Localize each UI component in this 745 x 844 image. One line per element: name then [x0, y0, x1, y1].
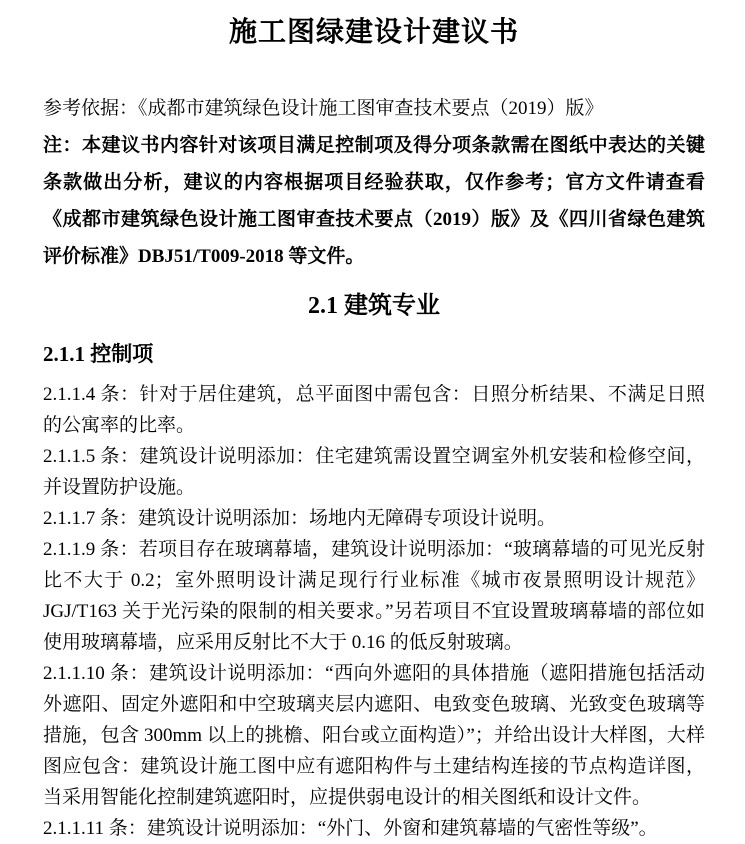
clause-2-1-1-9: 2.1.1.9 条：若项目存在玻璃幕墙，建筑设计说明添加：“玻璃幕墙的可见光反射比不大于 0.2；室外照明设计满足现行行业标准《城市夜景照明设计规范》JGJ/T163 关于光污染的限制的相关要求。”另若项目不宜设置玻璃幕墙的部位如使用玻璃幕墙，应采用反射比不大于 0.16 的低反射玻璃。: [43, 539, 705, 653]
reference-line: 参考依据：《成都市建筑绿色设计施工图审查技术要点（2019）版》: [43, 98, 604, 119]
clause-2-1-1-10: 2.1.1.10 条：建筑设计说明添加：“西向外遮阳的具体措施（遮阳措施包括活动外遮阳、固定外遮阳和中空玻璃夹层内遮阳、电致变色玻璃、光致变色玻璃等措施，包含 300mm 以上的挑檐、阳台或立面构造）”；并给出设计大样图，大样图应包含：建筑设计施工图中应有遮阳构件与土建结构连接的节点构造详图，当采用智能化控制建筑遮阳时，应提供弱电设计的相关图纸和设计文件。: [43, 663, 705, 808]
clause-2-1-1-7: 2.1.1.7 条：建筑设计说明添加：场地内无障碍专项设计说明。: [43, 508, 557, 529]
clause-2-1-1-5: 2.1.1.5 条：建筑设计说明添加：住宅建筑需设置空调室外机安装和检修空间，并设置防护设施。: [43, 446, 705, 498]
note-paragraph: 注：本建议书内容针对该项目满足控制项及得分项条款需在图纸中表达的关键条款做出分析，建议的内容根据项目经验获取，仅作参考；官方文件请查看《成都市建筑绿色设计施工图审查技术要点（2019）版》及《四川省绿色建筑评价标准》DBJ51/T009-2018 等文件。: [43, 135, 705, 267]
section-heading: 2.1 建筑专业: [308, 293, 440, 319]
subsection-heading: 2.1.1 控制项: [43, 342, 154, 366]
clause-2-1-1-11: 2.1.1.11 条：建筑设计说明添加：“外门、外窗和建筑幕墙的气密性等级”。: [43, 818, 658, 839]
clause-list: [43, 379, 705, 844]
document-title: 施工图绿建设计建议书: [228, 17, 519, 48]
clause-2-1-1-4: 2.1.1.4 条：针对于居住建筑，总平面图中需包含：日照分析结果、不满足日照的公寓率的比率。: [43, 384, 705, 436]
